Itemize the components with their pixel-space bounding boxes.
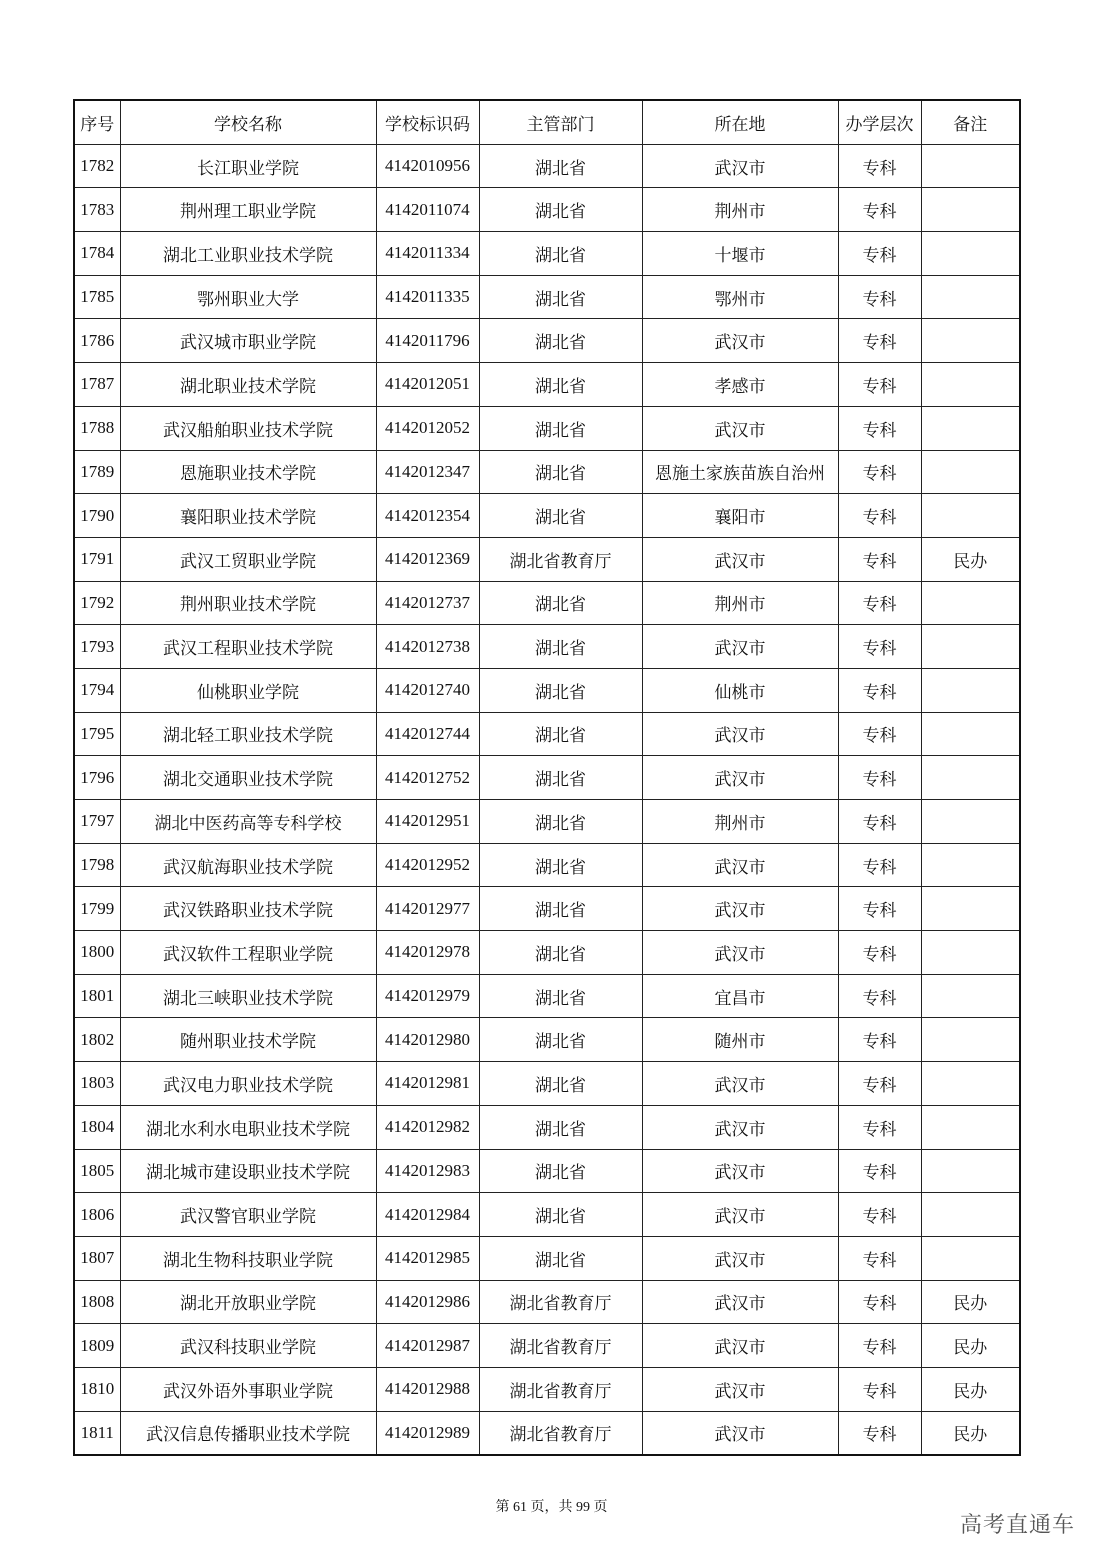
page-footer: 第 61 页，共 99 页 — [495, 1500, 608, 1515]
cell-level: 专科 — [838, 232, 921, 276]
cell-school-name: 武汉外语外事职业学院 — [120, 1367, 376, 1411]
cell-index: 1796 — [74, 756, 120, 800]
cell-school-code: 4142012369 — [376, 537, 479, 581]
cell-index: 1795 — [74, 712, 120, 756]
cell-location: 武汉市 — [642, 1236, 838, 1280]
cell-department: 湖北省 — [479, 406, 642, 450]
table-row — [74, 756, 1020, 800]
cell-school-name: 随州职业技术学院 — [120, 1018, 376, 1062]
cell-index: 1789 — [74, 450, 120, 494]
cell-remarks — [921, 974, 1020, 1018]
cell-remarks — [921, 1105, 1020, 1149]
cell-index: 1799 — [74, 887, 120, 931]
cell-index: 1793 — [74, 625, 120, 669]
header-index: 序号 — [74, 100, 120, 144]
cell-department: 湖北省 — [479, 1018, 642, 1062]
header-school-name: 学校名称 — [120, 100, 376, 144]
cell-school-name: 湖北水利水电职业技术学院 — [120, 1105, 376, 1149]
cell-remarks — [921, 1193, 1020, 1237]
cell-remarks — [921, 319, 1020, 363]
table-row — [74, 974, 1020, 1018]
cell-school-name: 湖北工业职业技术学院 — [120, 232, 376, 276]
cell-department: 湖北省 — [479, 843, 642, 887]
cell-school-name: 武汉电力职业技术学院 — [120, 1062, 376, 1106]
cell-index: 1803 — [74, 1062, 120, 1106]
table-row — [74, 1018, 1020, 1062]
table-row — [74, 712, 1020, 756]
cell-index: 1782 — [74, 144, 120, 188]
table-row — [74, 625, 1020, 669]
cell-index: 1800 — [74, 931, 120, 975]
cell-level: 专科 — [838, 1018, 921, 1062]
cell-school-code: 4142012052 — [376, 406, 479, 450]
table-row — [74, 537, 1020, 581]
cell-school-code: 4142012737 — [376, 581, 479, 625]
table-row — [74, 275, 1020, 319]
cell-level: 专科 — [838, 319, 921, 363]
cell-location: 恩施土家族苗族自治州 — [642, 450, 838, 494]
cell-school-code: 4142012738 — [376, 625, 479, 669]
cell-remarks — [921, 494, 1020, 538]
cell-level: 专科 — [838, 1149, 921, 1193]
cell-school-name: 襄阳职业技术学院 — [120, 494, 376, 538]
cell-level: 专科 — [838, 537, 921, 581]
cell-department: 湖北省教育厅 — [479, 1367, 642, 1411]
cell-level: 专科 — [838, 712, 921, 756]
cell-index: 1804 — [74, 1105, 120, 1149]
cell-index: 1784 — [74, 232, 120, 276]
cell-school-code: 4142012978 — [376, 931, 479, 975]
table-row — [74, 319, 1020, 363]
cell-school-code: 4142012982 — [376, 1105, 479, 1149]
header-location: 所在地 — [642, 100, 838, 144]
header-department: 主管部门 — [479, 100, 642, 144]
cell-level: 专科 — [838, 800, 921, 844]
cell-school-name: 荆州职业技术学院 — [120, 581, 376, 625]
cell-department: 湖北省 — [479, 625, 642, 669]
table-row — [74, 450, 1020, 494]
cell-index: 1790 — [74, 494, 120, 538]
cell-school-name: 武汉工贸职业学院 — [120, 537, 376, 581]
cell-location: 武汉市 — [642, 843, 838, 887]
cell-department: 湖北省 — [479, 712, 642, 756]
cell-department: 湖北省 — [479, 800, 642, 844]
cell-school-name: 长江职业学院 — [120, 144, 376, 188]
table-row — [74, 1193, 1020, 1237]
cell-index: 1807 — [74, 1236, 120, 1280]
cell-location: 武汉市 — [642, 1411, 838, 1455]
cell-school-name: 荆州理工职业学院 — [120, 188, 376, 232]
cell-level: 专科 — [838, 1236, 921, 1280]
table-row — [74, 581, 1020, 625]
cell-school-name: 恩施职业技术学院 — [120, 450, 376, 494]
cell-department: 湖北省教育厅 — [479, 1280, 642, 1324]
cell-location: 武汉市 — [642, 1280, 838, 1324]
cell-level: 专科 — [838, 1193, 921, 1237]
cell-level: 专科 — [838, 1367, 921, 1411]
cell-school-name: 湖北轻工职业技术学院 — [120, 712, 376, 756]
cell-remarks — [921, 1236, 1020, 1280]
cell-level: 专科 — [838, 1105, 921, 1149]
cell-school-name: 湖北城市建设职业技术学院 — [120, 1149, 376, 1193]
cell-remarks — [921, 843, 1020, 887]
cell-department: 湖北省 — [479, 1149, 642, 1193]
cell-index: 1797 — [74, 800, 120, 844]
cell-location: 襄阳市 — [642, 494, 838, 538]
cell-school-name: 武汉航海职业技术学院 — [120, 843, 376, 887]
cell-department: 湖北省教育厅 — [479, 1324, 642, 1368]
cell-school-code: 4142012979 — [376, 974, 479, 1018]
table-row — [74, 1149, 1020, 1193]
cell-location: 宜昌市 — [642, 974, 838, 1018]
cell-school-name: 武汉软件工程职业学院 — [120, 931, 376, 975]
cell-school-name: 武汉信息传播职业技术学院 — [120, 1411, 376, 1455]
cell-remarks — [921, 1062, 1020, 1106]
cell-remarks — [921, 931, 1020, 975]
header-remarks: 备注 — [921, 100, 1020, 144]
cell-school-code: 4142012740 — [376, 668, 479, 712]
table-row — [74, 1105, 1020, 1149]
table-row — [74, 363, 1020, 407]
cell-school-code: 4142012981 — [376, 1062, 479, 1106]
cell-location: 荆州市 — [642, 581, 838, 625]
cell-level: 专科 — [838, 974, 921, 1018]
cell-department: 湖北省教育厅 — [479, 1411, 642, 1455]
cell-department: 湖北省 — [479, 756, 642, 800]
cell-index: 1791 — [74, 537, 120, 581]
cell-school-code: 4142012977 — [376, 887, 479, 931]
table-row — [74, 1324, 1020, 1368]
cell-level: 专科 — [838, 494, 921, 538]
cell-location: 鄂州市 — [642, 275, 838, 319]
cell-department: 湖北省 — [479, 144, 642, 188]
cell-location: 孝感市 — [642, 363, 838, 407]
cell-remarks: 民办 — [921, 1280, 1020, 1324]
table-row — [74, 887, 1020, 931]
cell-index: 1794 — [74, 668, 120, 712]
cell-index: 1811 — [74, 1411, 120, 1455]
cell-school-code: 4142011074 — [376, 188, 479, 232]
table-row — [74, 406, 1020, 450]
cell-index: 1786 — [74, 319, 120, 363]
cell-remarks — [921, 232, 1020, 276]
cell-index: 1798 — [74, 843, 120, 887]
cell-index: 1792 — [74, 581, 120, 625]
cell-school-name: 湖北三峡职业技术学院 — [120, 974, 376, 1018]
cell-school-code: 4142012988 — [376, 1367, 479, 1411]
table-row — [74, 1280, 1020, 1324]
cell-school-code: 4142012980 — [376, 1018, 479, 1062]
cell-school-name: 湖北交通职业技术学院 — [120, 756, 376, 800]
cell-location: 武汉市 — [642, 406, 838, 450]
cell-school-name: 湖北中医药高等专科学校 — [120, 800, 376, 844]
cell-level: 专科 — [838, 668, 921, 712]
cell-location: 武汉市 — [642, 319, 838, 363]
cell-school-name: 湖北开放职业学院 — [120, 1280, 376, 1324]
cell-location: 武汉市 — [642, 1105, 838, 1149]
cell-school-name: 武汉铁路职业技术学院 — [120, 887, 376, 931]
table-row — [74, 144, 1020, 188]
cell-school-code: 4142012986 — [376, 1280, 479, 1324]
cell-school-name: 湖北生物科技职业学院 — [120, 1236, 376, 1280]
cell-remarks — [921, 1018, 1020, 1062]
cell-remarks — [921, 668, 1020, 712]
table-row — [74, 800, 1020, 844]
table-header-row — [74, 100, 1020, 144]
school-table — [73, 99, 1021, 1456]
cell-location: 武汉市 — [642, 931, 838, 975]
cell-location: 荆州市 — [642, 188, 838, 232]
cell-department: 湖北省 — [479, 275, 642, 319]
cell-school-code: 4142012987 — [376, 1324, 479, 1368]
cell-school-code: 4142012951 — [376, 800, 479, 844]
cell-remarks — [921, 363, 1020, 407]
cell-school-code: 4142011335 — [376, 275, 479, 319]
cell-location: 武汉市 — [642, 1149, 838, 1193]
cell-level: 专科 — [838, 406, 921, 450]
cell-remarks — [921, 450, 1020, 494]
cell-department: 湖北省教育厅 — [479, 537, 642, 581]
cell-level: 专科 — [838, 843, 921, 887]
cell-index: 1788 — [74, 406, 120, 450]
cell-school-code: 4142012744 — [376, 712, 479, 756]
cell-department: 湖北省 — [479, 188, 642, 232]
cell-location: 武汉市 — [642, 1062, 838, 1106]
cell-remarks: 民办 — [921, 1367, 1020, 1411]
cell-school-code: 4142011796 — [376, 319, 479, 363]
table-row — [74, 668, 1020, 712]
cell-level: 专科 — [838, 363, 921, 407]
cell-remarks — [921, 406, 1020, 450]
table-row — [74, 1367, 1020, 1411]
cell-index: 1785 — [74, 275, 120, 319]
table-row — [74, 931, 1020, 975]
cell-location: 十堰市 — [642, 232, 838, 276]
table-row — [74, 1236, 1020, 1280]
header-school-code: 学校标识码 — [376, 100, 479, 144]
cell-school-code: 4142012752 — [376, 756, 479, 800]
cell-location: 武汉市 — [642, 1367, 838, 1411]
cell-school-code: 4142012347 — [376, 450, 479, 494]
cell-location: 武汉市 — [642, 712, 838, 756]
cell-department: 湖北省 — [479, 974, 642, 1018]
cell-location: 武汉市 — [642, 144, 838, 188]
cell-department: 湖北省 — [479, 1193, 642, 1237]
cell-department: 湖北省 — [479, 581, 642, 625]
cell-remarks — [921, 887, 1020, 931]
cell-index: 1783 — [74, 188, 120, 232]
cell-remarks — [921, 144, 1020, 188]
cell-remarks — [921, 1149, 1020, 1193]
cell-level: 专科 — [838, 1062, 921, 1106]
cell-level: 专科 — [838, 625, 921, 669]
cell-department: 湖北省 — [479, 931, 642, 975]
cell-level: 专科 — [838, 756, 921, 800]
cell-school-name: 武汉船舶职业技术学院 — [120, 406, 376, 450]
cell-index: 1810 — [74, 1367, 120, 1411]
cell-location: 武汉市 — [642, 887, 838, 931]
cell-remarks — [921, 625, 1020, 669]
cell-remarks — [921, 581, 1020, 625]
cell-level: 专科 — [838, 1411, 921, 1455]
cell-department: 湖北省 — [479, 232, 642, 276]
cell-level: 专科 — [838, 1280, 921, 1324]
cell-department: 湖北省 — [479, 1236, 642, 1280]
cell-school-name: 武汉科技职业学院 — [120, 1324, 376, 1368]
header-level: 办学层次 — [838, 100, 921, 144]
table-row — [74, 232, 1020, 276]
cell-level: 专科 — [838, 188, 921, 232]
cell-location: 武汉市 — [642, 1193, 838, 1237]
cell-index: 1787 — [74, 363, 120, 407]
cell-location: 武汉市 — [642, 537, 838, 581]
table-row — [74, 188, 1020, 232]
cell-location: 仙桃市 — [642, 668, 838, 712]
cell-school-code: 4142012984 — [376, 1193, 479, 1237]
cell-department: 湖北省 — [479, 450, 642, 494]
cell-department: 湖北省 — [479, 1105, 642, 1149]
cell-department: 湖北省 — [479, 363, 642, 407]
cell-department: 湖北省 — [479, 668, 642, 712]
cell-department: 湖北省 — [479, 319, 642, 363]
cell-school-code: 4142010956 — [376, 144, 479, 188]
cell-school-name: 武汉工程职业技术学院 — [120, 625, 376, 669]
cell-location: 荆州市 — [642, 800, 838, 844]
cell-location: 随州市 — [642, 1018, 838, 1062]
cell-level: 专科 — [838, 450, 921, 494]
table-row — [74, 1411, 1020, 1455]
cell-remarks: 民办 — [921, 1324, 1020, 1368]
cell-department: 湖北省 — [479, 494, 642, 538]
table-row — [74, 494, 1020, 538]
cell-level: 专科 — [838, 931, 921, 975]
cell-school-name: 鄂州职业大学 — [120, 275, 376, 319]
cell-school-code: 4142012985 — [376, 1236, 479, 1280]
cell-remarks — [921, 756, 1020, 800]
cell-school-name: 武汉警官职业学院 — [120, 1193, 376, 1237]
cell-level: 专科 — [838, 581, 921, 625]
cell-department: 湖北省 — [479, 887, 642, 931]
cell-school-code: 4142012989 — [376, 1411, 479, 1455]
cell-level: 专科 — [838, 887, 921, 931]
cell-school-name: 武汉城市职业学院 — [120, 319, 376, 363]
cell-remarks — [921, 275, 1020, 319]
watermark-text: 高考直通车 — [959, 1513, 1075, 1538]
cell-school-code: 4142011334 — [376, 232, 479, 276]
cell-level: 专科 — [838, 144, 921, 188]
cell-index: 1808 — [74, 1280, 120, 1324]
table-row — [74, 1062, 1020, 1106]
cell-index: 1806 — [74, 1193, 120, 1237]
cell-department: 湖北省 — [479, 1062, 642, 1106]
cell-school-name: 仙桃职业学院 — [120, 668, 376, 712]
cell-location: 武汉市 — [642, 1324, 838, 1368]
cell-level: 专科 — [838, 275, 921, 319]
cell-remarks — [921, 712, 1020, 756]
cell-school-name: 湖北职业技术学院 — [120, 363, 376, 407]
cell-school-code: 4142012354 — [376, 494, 479, 538]
cell-school-code: 4142012983 — [376, 1149, 479, 1193]
cell-index: 1809 — [74, 1324, 120, 1368]
cell-level: 专科 — [838, 1324, 921, 1368]
table-body — [74, 144, 1020, 1455]
table-row — [74, 843, 1020, 887]
cell-remarks: 民办 — [921, 1411, 1020, 1455]
cell-school-code: 4142012051 — [376, 363, 479, 407]
cell-school-code: 4142012952 — [376, 843, 479, 887]
cell-index: 1805 — [74, 1149, 120, 1193]
cell-remarks — [921, 188, 1020, 232]
cell-index: 1801 — [74, 974, 120, 1018]
cell-location: 武汉市 — [642, 625, 838, 669]
cell-remarks: 民办 — [921, 537, 1020, 581]
school-table-container — [73, 99, 1019, 1456]
cell-remarks — [921, 800, 1020, 844]
cell-location: 武汉市 — [642, 756, 838, 800]
cell-index: 1802 — [74, 1018, 120, 1062]
